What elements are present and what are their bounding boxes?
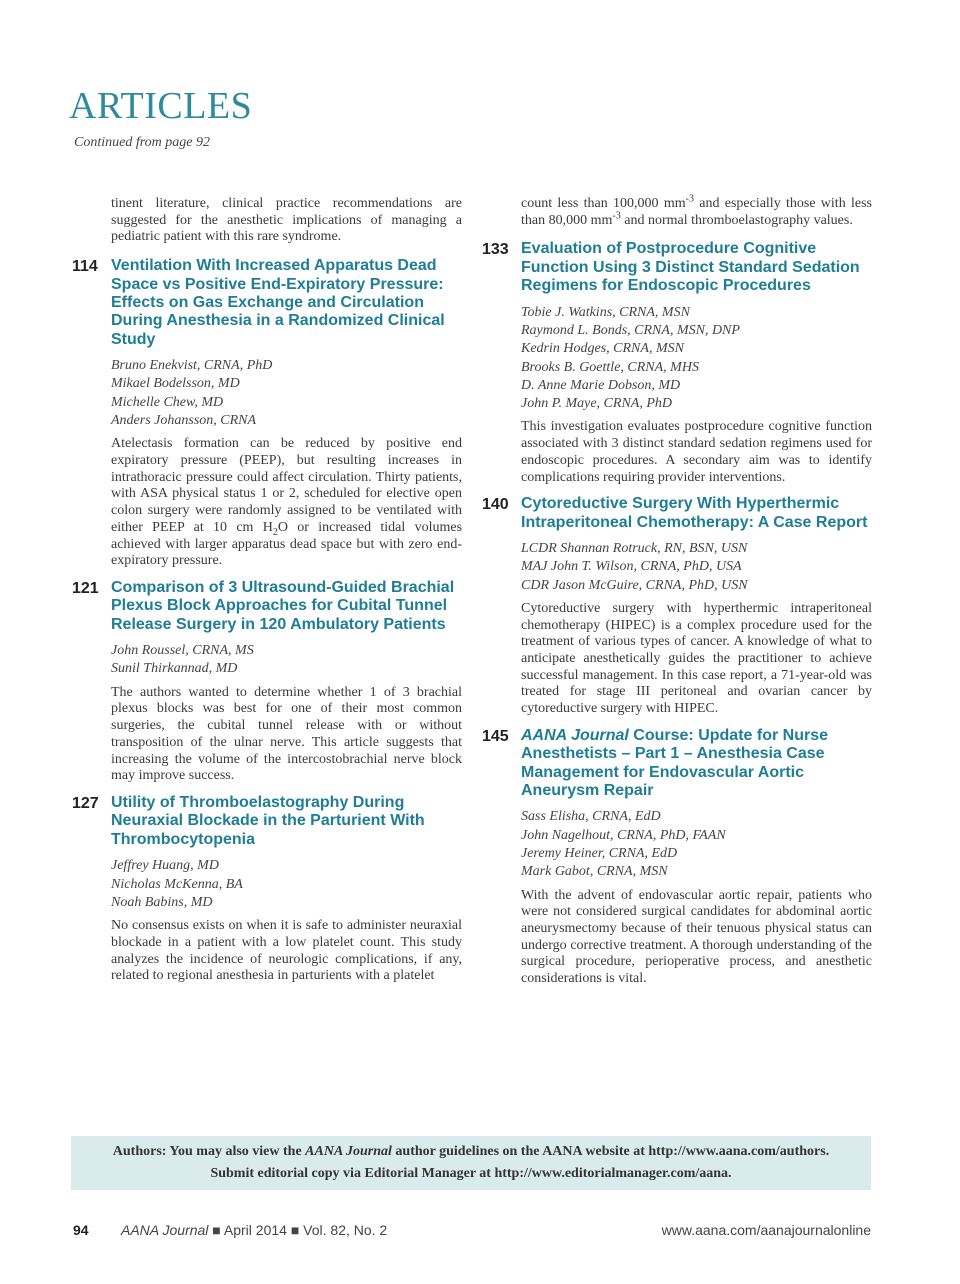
article-abstract: The authors wanted to determine whether 1 of 3 brachial plexus blocks was best for one of their most common surgeries, the cubital tunnel release with or without transposition of the ulnar nerve. This article suggests that increasing the volume of the intercostobrachial nerve block may improve success. bbox=[111, 684, 462, 784]
article-title[interactable]: Cytoreductive Surgery With Hyperthermic Intraperitoneal Chemotherapy: A Case Report bbox=[521, 495, 868, 531]
continued-note: Continued from page 92 bbox=[74, 135, 210, 150]
article-133 bbox=[482, 240, 872, 486]
journal-info bbox=[121, 1222, 387, 1238]
page-number: 94 bbox=[73, 1222, 89, 1238]
author-list bbox=[111, 857, 462, 912]
left-column bbox=[72, 196, 463, 985]
footer-issue: ■ April 2014 ■ Vol. 82, No. 2 bbox=[208, 1222, 388, 1238]
author: D. Anne Marie Dobson, MD bbox=[521, 377, 681, 393]
superscript: -3 bbox=[612, 210, 621, 222]
article-abstract bbox=[111, 436, 462, 570]
author: Noah Babins, MD bbox=[111, 894, 213, 910]
abstract-part: and especially those with less than 80,000 mm bbox=[521, 196, 872, 228]
article-abstract: This investigation evaluates postprocedure cognitive function associated with 3 distinct standard sedation regimens used for endoscopic procedures. A secondary aim was to identify complications requiring provider interventions. bbox=[521, 419, 872, 485]
author: John Roussel, CRNA, MS bbox=[111, 643, 254, 659]
author: John P. Maye, CRNA, PhD bbox=[521, 396, 672, 412]
author: Kedrin Hodges, CRNA, MSN bbox=[521, 341, 684, 357]
article-title[interactable]: Evaluation of Postprocedure Cognitive Function Using 3 Distinct Standard Sedation Regimens for Endoscopic Procedures bbox=[521, 240, 860, 295]
article-title[interactable]: Utility of Thromboelastography During Neuraxial Blockade in the Parturient With Thrombocytopenia bbox=[111, 793, 425, 848]
footer-journal-name: AANA Journal bbox=[121, 1222, 209, 1238]
subscript: 2 bbox=[272, 526, 278, 538]
author-list bbox=[521, 540, 872, 595]
article-page-number: 140 bbox=[482, 496, 509, 514]
author: LCDR Shannan Rotruck, RN, BSN, USN bbox=[521, 541, 748, 557]
author: Sass Elisha, CRNA, EdD bbox=[521, 809, 661, 825]
continued-text: tinent literature, clinical practice recommendations are suggested for the anesthetic implications of managing a pediatric patient with this rare syndrome. bbox=[111, 196, 462, 245]
continued-abstract bbox=[521, 193, 872, 229]
author: Jeremy Heiner, CRNA, EdD bbox=[521, 846, 678, 862]
abstract-part: and normal thromboelastography values. bbox=[620, 212, 853, 228]
author: John Nagelhout, CRNA, PhD, FAAN bbox=[521, 827, 726, 843]
author: Jeffrey Huang, MD bbox=[111, 858, 219, 874]
abstract-part: count less than 100,000 mm bbox=[521, 196, 686, 211]
author: Mark Gabot, CRNA, MSN bbox=[521, 864, 668, 880]
article-page-number: 127 bbox=[72, 794, 99, 812]
banner-line-1 bbox=[71, 1141, 871, 1163]
right-column bbox=[482, 193, 872, 988]
article-title[interactable] bbox=[521, 727, 872, 801]
author: Tobie J. Watkins, CRNA, MSN bbox=[521, 304, 690, 320]
author: Bruno Enekvist, CRNA, PhD bbox=[111, 358, 273, 374]
author: Mikael Bodelsson, MD bbox=[111, 376, 240, 392]
author: Raymond L. Bonds, CRNA, MSN, DNP bbox=[521, 322, 740, 338]
article-140 bbox=[482, 495, 872, 718]
article-page-number: 133 bbox=[482, 241, 509, 259]
abstract-part: Atelectasis formation can be reduced by positive end expiratory pressure (PEEP), but resulting increases in intrathoracic pressure could affect circulation. Thirty patients, with ASA physical status 1 or 2, scheduled for elective open colon surgery were randomly assigned to be ventilated with either PEEP at 10 cm H bbox=[111, 436, 462, 535]
website-link[interactable]: www.aana.com/aanajournalonline bbox=[661, 1222, 871, 1238]
article-127 bbox=[72, 793, 462, 985]
abstract-part: O or increased tidal volumes achieved with larger apparatus dead space but with zero end-expiratory pressure. bbox=[111, 519, 463, 569]
author: CDR Jason McGuire, CRNA, PhD, USN bbox=[521, 577, 748, 593]
article-page-number: 145 bbox=[482, 727, 509, 745]
article-page-number: 121 bbox=[72, 579, 99, 597]
author-list bbox=[521, 304, 872, 414]
superscript: -3 bbox=[685, 193, 694, 205]
author-list bbox=[521, 808, 872, 881]
author: Nicholas McKenna, BA bbox=[111, 876, 243, 892]
article-title[interactable]: Ventilation With Increased Apparatus Dead Space vs Positive End-Expiratory Pressure: Effects on Gas Exchange and Circulation During Anesthesia in a Randomized Clinical Study bbox=[111, 257, 445, 348]
banner-journal-name: AANA Journal bbox=[305, 1144, 392, 1159]
article-121 bbox=[72, 578, 462, 785]
article-145 bbox=[482, 726, 872, 988]
article-title[interactable]: Comparison of 3 Ultrasound-Guided Brachial Plexus Block Approaches for Cubital Tunnel Release Surgery in 120 Ambulatory Patients bbox=[111, 578, 455, 633]
section-title: ARTICLES bbox=[69, 85, 253, 127]
author: Brooks B. Goettle, CRNA, MHS bbox=[521, 359, 699, 375]
article-abstract: No consensus exists on when it is safe to administer neuraxial blockade in a patient with a low platelet count. This study analyzes the incidence of neurologic complications, if any, related to regional anesthesia in parturients with a platelet bbox=[111, 918, 462, 984]
author-guidelines-banner bbox=[71, 1136, 871, 1190]
author: Sunil Thirkannad, MD bbox=[111, 661, 238, 677]
article-page-number: 114 bbox=[72, 258, 98, 276]
article-abstract: With the advent of endovascular aortic repair, patients who were not considered surgical candidates for abdominal aortic aneurysmectomy because of their tenuous physical status can undergo corrective treatment. A thorough understanding of the surgical procedure, perioperative process, and anesthetic considerations is vital. bbox=[521, 887, 872, 987]
author: Michelle Chew, MD bbox=[111, 394, 224, 410]
banner-text: Authors: You may also view the bbox=[112, 1144, 306, 1159]
author-list bbox=[111, 357, 462, 430]
author: MAJ John T. Wilson, CRNA, PhD, USA bbox=[521, 559, 742, 575]
title-rest: Course: Update for Nurse Anesthetists – Part 1 – Anesthesia Case Management for Endovascular Aortic Aneurysm Repair bbox=[521, 726, 828, 800]
article-114 bbox=[72, 257, 463, 570]
banner-link-text[interactable]: author guidelines on the AANA website at http://www.aana.com/authors. bbox=[391, 1144, 830, 1159]
banner-line-2[interactable]: Submit editorial copy via Editorial Manager at http://www.editorialmanager.com/aana. bbox=[210, 1166, 732, 1181]
author-list bbox=[111, 642, 462, 679]
article-abstract: Cytoreductive surgery with hyperthermic intraperitoneal chemotherapy (HIPEC) is a complex procedure used for the treatment of various types of cancer. A knowledge of what to anticipate anesthetically guides the practitioner to achieve successful management. In this case report, a 71-year-old was treated for stage III peritoneal and ovarian cancer by cytoreductive surgery with HIPEC. bbox=[521, 600, 872, 717]
author: Anders Johansson, CRNA bbox=[111, 413, 257, 429]
journal-name-italic: AANA Journal bbox=[521, 726, 629, 744]
